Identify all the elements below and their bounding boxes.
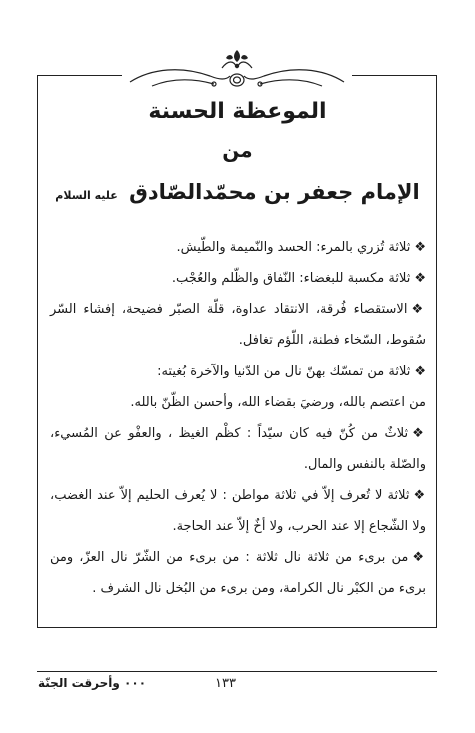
diamond-bullet-icon: ❖ [412, 550, 426, 565]
title-min: من [222, 138, 253, 162]
saying-6: ❖ثلاثة لا تُعرف إلاّ في ثلاثة مواطن : لا يُعرف الحليم إلاّ عند الغضب، ولا الشّجاع إلا عند الحرب، ولا أخٌ إلاّ عند الحاجة. [50, 488, 427, 534]
saying-3: ❖الاستقصاء فُرقة، الانتقاد عداوة، قلّة الصبّر فضيحة، إفشاء السّر سُقوط، السّخاء فطنة، اللّؤم تغافل. [50, 302, 426, 348]
saying-5: ❖ثلاثٌ من كُنّ فيه كان سيّداً : كظْم الغيظ ، والعفْو عن المُسيء، والصّلة بالنفس والمال. [50, 426, 426, 472]
diamond-bullet-icon: ❖ [412, 426, 426, 441]
footer-book-title: ٠٠٠ وأحرقت الجنّة [38, 676, 147, 690]
diamond-bullet-icon: ❖ [414, 364, 426, 379]
diamond-bullet-icon: ❖ [414, 271, 426, 286]
diamond-bullet-icon: ❖ [414, 240, 426, 255]
saying-7: ❖من برىء من ثلاثة نال ثلاثة : من برىء من الشّرّ نال العزّ، ومن برىء من الكبْر نال الكرامة، ومن برىء من البُخل نال الشرف . [50, 550, 426, 596]
heading-block [0, 98, 475, 220]
diamond-bullet-icon: ❖ [411, 302, 426, 317]
page-number: ١٣٣ [215, 676, 236, 691]
footer-divider [37, 671, 437, 672]
saying-4-continued: من اعتصم بالله، ورضيَ بقضاء الله، وأحسن الظّنّ بالله. [130, 395, 426, 410]
diamond-bullet-icon: ❖ [413, 488, 427, 503]
title-imam [0, 178, 475, 210]
saying-1: ❖ثلاثة تُزري بالمرء: الحسد والنّميمة والطّيش. [176, 240, 426, 255]
title-maw-iza: الموعظة الحسنة [148, 99, 327, 124]
title-imam-name: الإمام جعفر بن محمّدالصّادق [129, 180, 420, 204]
honorific-text: عليه السلام [55, 189, 118, 202]
saying-2: ❖ثلاثة مكسبة للبغضاء: النّفاق والظّلم والعُجْب. [171, 271, 426, 286]
ornament-icon [122, 46, 352, 94]
saying-4: ❖ثلاثة من تمسّك بهنّ نال من الدّنيا والآخرة بُغيته: [157, 364, 426, 379]
sayings-body [50, 232, 426, 604]
ornament-header [122, 46, 352, 94]
